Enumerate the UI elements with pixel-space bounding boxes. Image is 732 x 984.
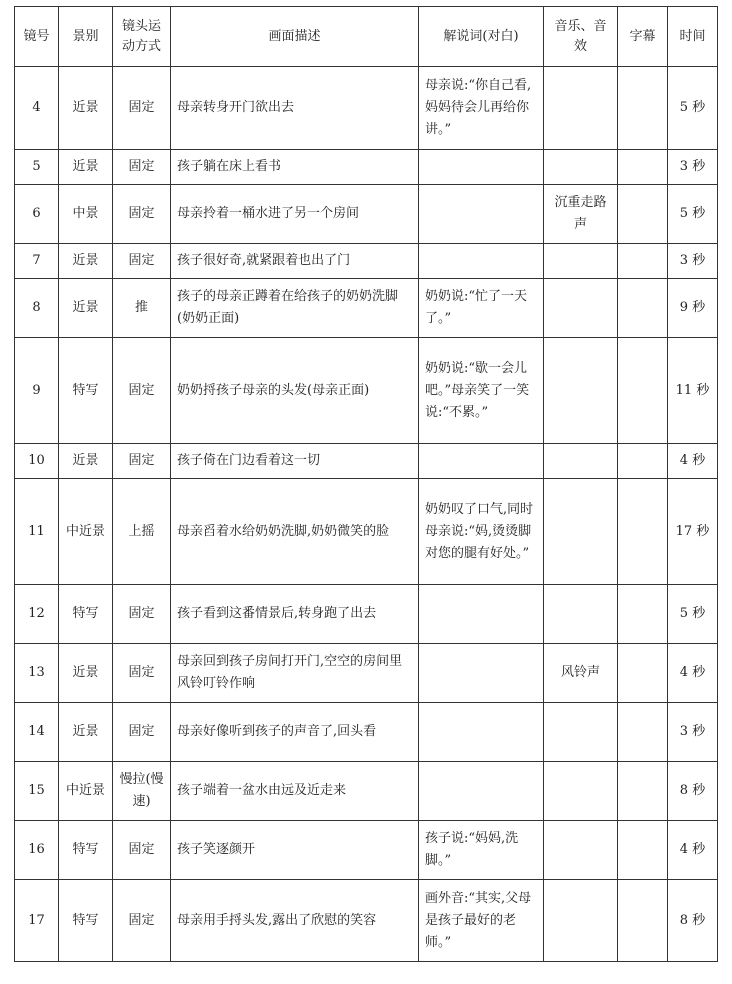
cell-subtitle: [618, 185, 668, 244]
cell-time: 9 秒: [668, 279, 718, 338]
cell-music: [544, 821, 618, 880]
cell-shot: 6: [15, 185, 59, 244]
cell-shot: 7: [15, 244, 59, 279]
cell-dialogue: [419, 185, 544, 244]
cell-music: [544, 444, 618, 479]
cell-subtitle: [618, 67, 668, 150]
cell-shot: 5: [15, 150, 59, 185]
cell-time: 3 秒: [668, 150, 718, 185]
cell-scale: 特写: [59, 585, 113, 644]
cell-subtitle: [618, 338, 668, 444]
cell-description: 孩子端着一盆水由远及近走来: [171, 762, 419, 821]
cell-camera: 固定: [113, 244, 171, 279]
cell-time: 3 秒: [668, 244, 718, 279]
table-row: [15, 703, 718, 762]
cell-music: [544, 585, 618, 644]
cell-camera: 固定: [113, 185, 171, 244]
cell-dialogue: 母亲说:“你自己看,妈妈待会儿再给你讲。”: [419, 67, 544, 150]
cell-time: 17 秒: [668, 479, 718, 585]
cell-music: [544, 67, 618, 150]
cell-description: 孩子很好奇,就紧跟着也出了门: [171, 244, 419, 279]
table-row: [15, 585, 718, 644]
header-subtitle: 字幕: [618, 7, 668, 67]
cell-time: 4 秒: [668, 821, 718, 880]
cell-music: 风铃声: [544, 644, 618, 703]
cell-description: 母亲好像听到孩子的声音了,回头看: [171, 703, 419, 762]
table-row: [15, 444, 718, 479]
cell-dialogue: [419, 444, 544, 479]
header-music: 音乐、音效: [544, 7, 618, 67]
cell-music: [544, 479, 618, 585]
cell-subtitle: [618, 821, 668, 880]
table-row: [15, 880, 718, 962]
table-row: [15, 821, 718, 880]
cell-camera: 固定: [113, 67, 171, 150]
cell-time: 5 秒: [668, 67, 718, 150]
cell-music: [544, 880, 618, 962]
cell-shot: 13: [15, 644, 59, 703]
cell-scale: 近景: [59, 67, 113, 150]
header-description: 画面描述: [171, 7, 419, 67]
cell-description: 母亲拎着一桶水进了另一个房间: [171, 185, 419, 244]
cell-music: [544, 150, 618, 185]
cell-music: [544, 762, 618, 821]
cell-shot: 11: [15, 479, 59, 585]
cell-dialogue: 奶奶说:“忙了一天了。”: [419, 279, 544, 338]
cell-scale: 中近景: [59, 762, 113, 821]
cell-dialogue: 孩子说:“妈妈,洗脚。”: [419, 821, 544, 880]
cell-description: 孩子笑逐颜开: [171, 821, 419, 880]
header-row: [15, 7, 718, 67]
cell-subtitle: [618, 444, 668, 479]
cell-dialogue: [419, 150, 544, 185]
cell-shot: 17: [15, 880, 59, 962]
cell-description: 孩子的母亲正蹲着在给孩子的奶奶洗脚(奶奶正面): [171, 279, 419, 338]
cell-dialogue: [419, 585, 544, 644]
table-row: [15, 150, 718, 185]
cell-scale: 近景: [59, 150, 113, 185]
cell-scale: 中近景: [59, 479, 113, 585]
cell-camera: 固定: [113, 644, 171, 703]
cell-time: 8 秒: [668, 880, 718, 962]
cell-scale: 特写: [59, 338, 113, 444]
cell-camera: 慢拉(慢速): [113, 762, 171, 821]
header-dialogue: 解说词(对白): [419, 7, 544, 67]
cell-scale: 近景: [59, 244, 113, 279]
cell-time: 11 秒: [668, 338, 718, 444]
cell-description: 母亲转身开门欲出去: [171, 67, 419, 150]
header-scale: 景别: [59, 7, 113, 67]
cell-scale: 近景: [59, 444, 113, 479]
cell-subtitle: [618, 644, 668, 703]
cell-shot: 8: [15, 279, 59, 338]
cell-camera: 推: [113, 279, 171, 338]
cell-scale: 中景: [59, 185, 113, 244]
cell-camera: 上摇: [113, 479, 171, 585]
cell-shot: 10: [15, 444, 59, 479]
cell-time: 3 秒: [668, 703, 718, 762]
cell-description: 母亲回到孩子房间打开门,空空的房间里风铃叮铃作响: [171, 644, 419, 703]
cell-shot: 14: [15, 703, 59, 762]
cell-subtitle: [618, 585, 668, 644]
cell-time: 4 秒: [668, 444, 718, 479]
cell-description: 孩子躺在床上看书: [171, 150, 419, 185]
cell-scale: 近景: [59, 703, 113, 762]
header-shot: 镜号: [15, 7, 59, 67]
cell-camera: 固定: [113, 821, 171, 880]
cell-subtitle: [618, 479, 668, 585]
cell-camera: 固定: [113, 703, 171, 762]
cell-shot: 16: [15, 821, 59, 880]
cell-music: [544, 703, 618, 762]
table-row: [15, 67, 718, 150]
table-row: [15, 479, 718, 585]
cell-dialogue: [419, 244, 544, 279]
cell-music: [544, 279, 618, 338]
cell-camera: 固定: [113, 444, 171, 479]
cell-description: 母亲用手捋头发,露出了欣慰的笑容: [171, 880, 419, 962]
cell-subtitle: [618, 703, 668, 762]
cell-music: 沉重走路声: [544, 185, 618, 244]
cell-subtitle: [618, 150, 668, 185]
cell-description: 孩子看到这番情景后,转身跑了出去: [171, 585, 419, 644]
cell-dialogue: [419, 762, 544, 821]
table-row: [15, 185, 718, 244]
cell-shot: 4: [15, 67, 59, 150]
cell-description: 孩子倚在门边看着这一切: [171, 444, 419, 479]
cell-scale: 近景: [59, 644, 113, 703]
cell-description: 母亲舀着水给奶奶洗脚,奶奶微笑的脸: [171, 479, 419, 585]
cell-time: 5 秒: [668, 185, 718, 244]
table-row: [15, 279, 718, 338]
cell-time: 8 秒: [668, 762, 718, 821]
cell-scale: 特写: [59, 880, 113, 962]
cell-time: 4 秒: [668, 644, 718, 703]
table-row: [15, 762, 718, 821]
cell-subtitle: [618, 244, 668, 279]
cell-time: 5 秒: [668, 585, 718, 644]
cell-camera: 固定: [113, 880, 171, 962]
cell-shot: 15: [15, 762, 59, 821]
header-time: 时间: [668, 7, 718, 67]
cell-subtitle: [618, 880, 668, 962]
table-row: [15, 244, 718, 279]
cell-dialogue: 画外音:“其实,父母是孩子最好的老师。”: [419, 880, 544, 962]
cell-subtitle: [618, 279, 668, 338]
cell-dialogue: 奶奶说:“歇一会儿吧。”母亲笑了一笑说:“不累。”: [419, 338, 544, 444]
cell-camera: 固定: [113, 338, 171, 444]
cell-camera: 固定: [113, 585, 171, 644]
cell-camera: 固定: [113, 150, 171, 185]
cell-music: [544, 244, 618, 279]
cell-scale: 近景: [59, 279, 113, 338]
table-row: [15, 644, 718, 703]
cell-dialogue: [419, 644, 544, 703]
cell-shot: 9: [15, 338, 59, 444]
cell-scale: 特写: [59, 821, 113, 880]
storyboard-table: [14, 6, 718, 962]
cell-dialogue: 奶奶叹了口气,同时母亲说:“妈,烫烫脚对您的腿有好处。”: [419, 479, 544, 585]
cell-shot: 12: [15, 585, 59, 644]
cell-dialogue: [419, 703, 544, 762]
cell-music: [544, 338, 618, 444]
header-camera: 镜头运动方式: [113, 7, 171, 67]
cell-subtitle: [618, 762, 668, 821]
cell-description: 奶奶捋孩子母亲的头发(母亲正面): [171, 338, 419, 444]
table-row: [15, 338, 718, 444]
